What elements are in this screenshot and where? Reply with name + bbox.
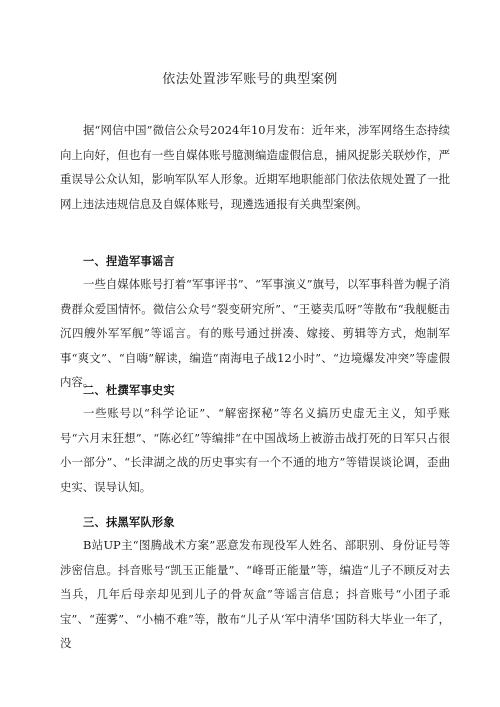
intro-paragraph: 据“网信中国”微信公众号2024年10月发布：近年来，涉军网络生态持续向上向好，但也有一些自媒体账号臆测编造虚假信息，捕风捉影关联炒作，严重误导公众认知，影响军队军人形象。近期军地职能部门依法依规处置了一批网上违法违规信息及自媒体账号，现遴选通报有关典型案例。	[60, 123, 450, 211]
section-body-1: 一些自媒体账号打着“军事评书”、“军事演义”旗号，以军事科普为幌子消费群众爱国情怀。微信公众号“裂变研究所”、“王婆卖瓜呀”等散布“我舰艇击沉四艘外军军舰”等谣言。有的账号通过拼凑、嫁接、剪辑等方式，炮制军事“爽文”、“自嗨”解读，编造“南海电子战12小时”、“边境爆发冲突”等虚假内容。	[60, 277, 450, 390]
section-body-2: 一些账号以“科学论证”、“解密探秘”等名义搞历史虚无主义，知乎账号“六月末狂想”、“陈必红”等编排“在中国战场上被游击战打死的日军只占很小一部分”、“长津湖之战的历史事实有一个不通的地方”等错误谈论调，歪曲史实、误导认知。	[60, 406, 450, 494]
document-title: 依法处置涉军账号的典型案例	[162, 72, 338, 87]
section-heading-1: 一、捏造军事谣言	[83, 255, 175, 268]
section-heading-3: 三、抹黑军队形象	[83, 516, 175, 529]
section-body-3: B站UP主“图腾战术方案”恶意发布现役军人姓名、部职别、身份证号等涉密信息。抖音账号“凯玉正能量”、“峰哥正能量”等，编造“儿子不顾反对去当兵，几年后母亲却见到儿子的骨灰盒”等谣言信息；抖音账号“小团子乖宝”、“莲雾”、“小楠不难”等，散布“儿子从‘军中清华’国防科大毕业一年了，没	[60, 538, 450, 651]
section-heading-2: 二、杜撰军事史实	[83, 384, 175, 397]
